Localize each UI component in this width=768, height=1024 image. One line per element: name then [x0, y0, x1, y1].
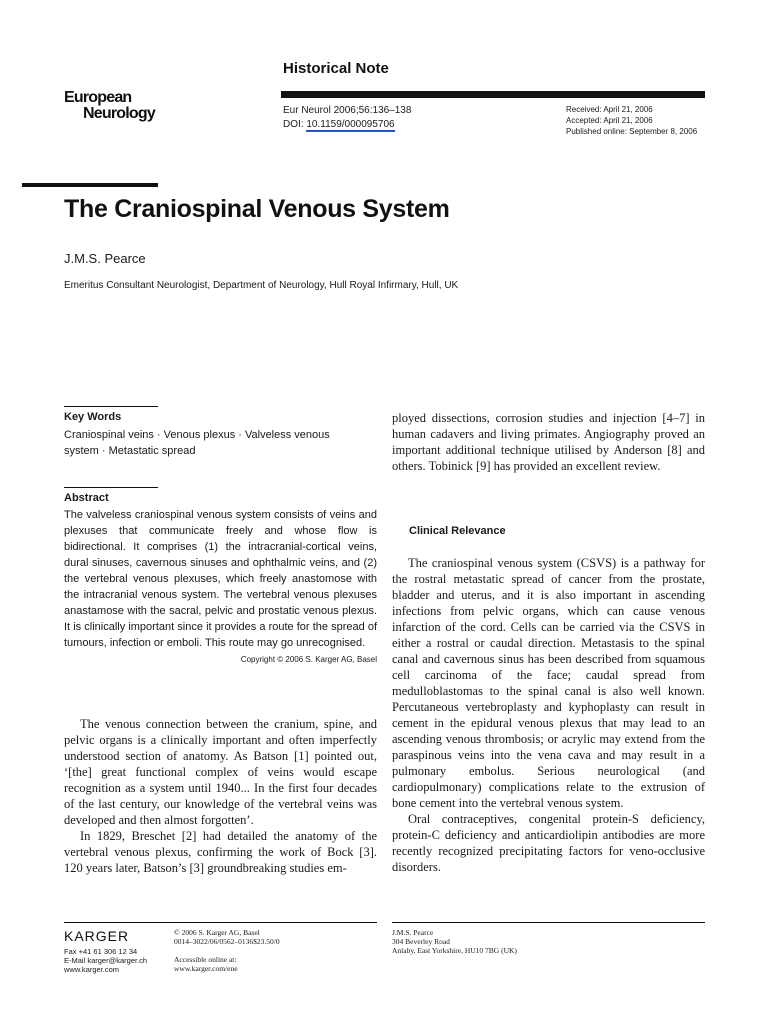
right-column-top — [392, 410, 705, 474]
section-label: Historical Note — [283, 60, 389, 77]
publisher-contact — [64, 947, 147, 974]
doi-line — [283, 118, 411, 132]
keywords-text: Craniospinal veins · Venous plexus · Valveless venous system · Metastatic spread — [64, 429, 330, 457]
publisher-fax: Fax +41 61 306 12 34 — [64, 947, 138, 956]
keywords-rule — [64, 406, 158, 407]
body-paragraph: ployed dissections, corrosion studies and injection [4–7] in human cadavers and living primates. Angiography proved an important additional technique utilised by Anderson [8] and others. Tobinick [9] has provided an excellent review. — [392, 411, 705, 473]
keywords-heading: Key Words — [64, 411, 122, 423]
journal-logo — [64, 90, 155, 122]
body-paragraph: Oral contraceptives, congenital protein-S deficiency, protein-C deficiency and anticardiolipin antibodies are more recently recognized precipitating factors for veno-occlusive disorders. — [392, 812, 705, 874]
affiliation: Emeritus Consultant Neurologist, Department of Neurology, Hull Royal Infirmary, Hull, UK — [64, 280, 459, 291]
header-rule — [281, 91, 705, 98]
abstract-block — [64, 507, 377, 668]
citation: Eur Neurol 2006;56:136–138 — [283, 105, 412, 116]
received-date: Received: April 21, 2006 — [566, 105, 653, 114]
publisher-website[interactable]: www.karger.com — [64, 965, 120, 974]
footer-spacer — [174, 946, 280, 955]
published-date: Published online: September 8, 2006 — [566, 127, 698, 136]
author: J.M.S. Pearce — [64, 251, 146, 266]
address-city: Anlaby, East Yorkshire, HU10 7BG (UK) — [392, 946, 517, 955]
doi-link[interactable]: 10.1159/000095706 — [306, 119, 395, 130]
citation-block — [283, 104, 411, 132]
accepted-date: Accepted: April 21, 2006 — [566, 116, 653, 125]
journal-name-line1: European — [64, 89, 132, 106]
publisher-logo: KARGER — [64, 928, 130, 944]
footer-rule-right — [392, 922, 705, 923]
abstract-copyright: Copyright © 2006 S. Karger AG, Basel — [240, 655, 377, 664]
publisher-email[interactable]: E-Mail karger@karger.ch — [64, 956, 148, 965]
abstract-heading: Abstract — [64, 492, 109, 504]
article-title: The Craniospinal Venous System — [64, 195, 450, 223]
address-name: J.M.S. Pearce — [392, 928, 434, 937]
title-rule — [22, 183, 158, 187]
section-heading-clinical-relevance: Clinical Relevance — [409, 525, 506, 537]
footer-copyright-block — [174, 928, 280, 973]
abstract-text: The valveless craniospinal venous system consists of veins and plexuses that communicate freely and whose flow is bidirectional. It comprises (1) the intracranial-cortical veins, dural sinuses, cavernous sinuses and ophthalmic veins, and (2) the vertebral venous plexuses, which freely anastomose with the intracranial venous system. The vertebral venous plexuses anastamose with the sacral, pelvic and prostatic venous plexus. It is clinically important since it provides a route for the spread of tumours, infection or emboli. This route may go unrecognised. — [64, 509, 377, 649]
right-column — [392, 555, 705, 875]
body-paragraph: The venous connection between the cranium, spine, and pelvic organs is a clinically important and often imperfectly understood section of anatomy. As Batson [1] pointed out, ‘[the] great functional complex of veins would escape recognition as a system until 1940... In the first four decades of the last century, our knowledge of the vertebral veins was developed and then almost forgotten’. — [64, 717, 377, 827]
doi-label: DOI: — [283, 119, 304, 130]
left-column — [64, 716, 377, 876]
footer-accessible: Accessible online at: — [174, 955, 237, 964]
footer-copyright: © 2006 S. Karger AG, Basel — [174, 928, 260, 937]
body-paragraph: The craniospinal venous system (CSVS) is a pathway for the rostral metastatic spread of cancer from the prostate, bladder and uterus, and it is also important in ascending infections from pelvic organs, which can cause venous infarction of the cord. Cells can be carried via the CSVS in either a rostral or caudal direction. Metastasis to the spinal canal and cavernous sinus has been described from squamous cell carcinoma of the face; caudal spread from medulloblastomas to the spinal canal is also well known. Percutaneous vertebroplasty and kyphoplasty can result in cement in the epidural venous plexus that may lead to an ascending venous thrombosis; or acrylic may extend from the paraspinous veins into the vena cava and may result in a pulmonary embolus. Serious neurological (and cardiopulmonary) complications relate to the extrusion of bone cement into the vertebral venous system. — [392, 556, 705, 810]
body-paragraph: In 1829, Breschet [2] had detailed the anatomy of the vertebral venous plexus, confirming the work of Bock [3]. 120 years later, Batson’s [3] groundbreaking studies em- — [64, 829, 377, 875]
correspondence-address — [392, 928, 517, 955]
footer-url[interactable]: www.karger.com/ene — [174, 964, 238, 973]
article-dates — [566, 104, 697, 137]
address-street: 304 Beverley Road — [392, 937, 450, 946]
journal-name-line2: Neurology — [83, 105, 155, 122]
footer-rule-left — [64, 922, 377, 923]
footer-issn: 0014–3022/06/0562–0136$23.50/0 — [174, 937, 280, 946]
abstract-rule — [64, 487, 158, 488]
